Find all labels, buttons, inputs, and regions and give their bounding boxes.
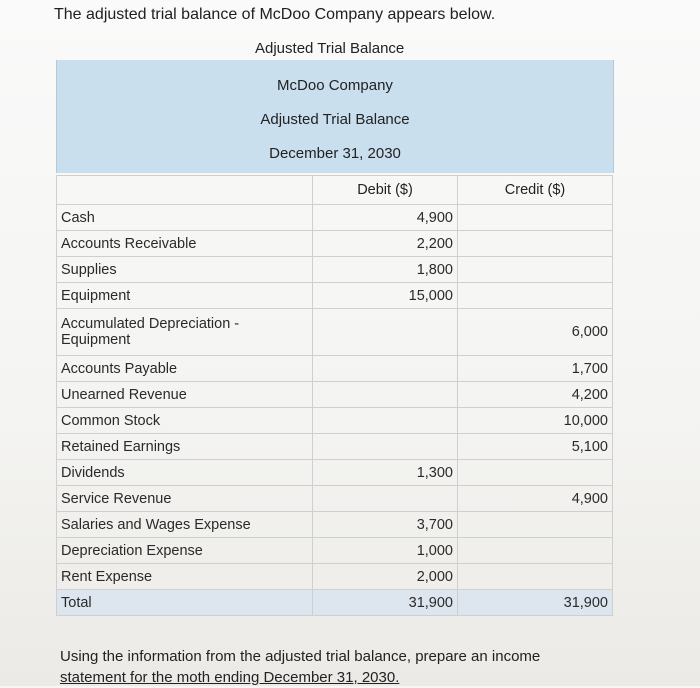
debit-amount: 2,000 xyxy=(313,564,458,590)
table-row xyxy=(57,309,613,356)
account-name: Equipment xyxy=(57,283,313,309)
account-name: Accumulated Depreciation - Equipment xyxy=(57,309,313,356)
total-credit: 31,900 xyxy=(458,590,613,616)
statement-title: Adjusted Trial Balance xyxy=(260,111,410,128)
table-row xyxy=(57,538,613,564)
statement-date: December 31, 2030 xyxy=(269,145,401,162)
table-row xyxy=(57,460,613,486)
account-name: Cash xyxy=(57,205,313,231)
company-name: McDoo Company xyxy=(277,77,393,94)
total-label: Total xyxy=(57,590,313,616)
table-header-row xyxy=(57,176,613,205)
account-name: Accounts Payable xyxy=(57,356,313,382)
account-name: Accounts Receivable xyxy=(57,231,313,257)
debit-amount xyxy=(313,434,458,460)
credit-amount xyxy=(458,538,613,564)
table-row xyxy=(57,205,613,231)
credit-amount xyxy=(458,231,613,257)
instruction-line-1: Using the information from the adjusted trial balance, prepare an income xyxy=(60,648,541,665)
credit-amount: 6,000 xyxy=(458,309,613,356)
table-row xyxy=(57,231,613,257)
credit-amount xyxy=(458,283,613,309)
table-row xyxy=(57,564,613,590)
debit-amount: 1,300 xyxy=(313,460,458,486)
debit-amount: 1,800 xyxy=(313,257,458,283)
credit-amount: 4,200 xyxy=(458,382,613,408)
debit-amount: 15,000 xyxy=(313,283,458,309)
debit-amount xyxy=(313,486,458,512)
instruction-line-2: statement for the moth ending December 31, 2030. xyxy=(60,669,400,686)
debit-amount: 3,700 xyxy=(313,512,458,538)
total-debit: 31,900 xyxy=(313,590,458,616)
debit-amount xyxy=(313,356,458,382)
table-row xyxy=(57,486,613,512)
account-name: Rent Expense xyxy=(57,564,313,590)
credit-amount xyxy=(458,512,613,538)
credit-amount: 5,100 xyxy=(458,434,613,460)
credit-column-header: Credit ($) xyxy=(458,176,613,205)
instruction-text xyxy=(60,646,660,688)
table-row xyxy=(57,512,613,538)
table-row xyxy=(57,408,613,434)
debit-column-header: Debit ($) xyxy=(313,176,458,205)
account-name: Unearned Revenue xyxy=(57,382,313,408)
table-row xyxy=(57,356,613,382)
credit-amount: 10,000 xyxy=(458,408,613,434)
account-name: Depreciation Expense xyxy=(57,538,313,564)
account-name: Common Stock xyxy=(57,408,313,434)
debit-amount xyxy=(313,309,458,356)
account-name: Service Revenue xyxy=(57,486,313,512)
account-name: Retained Earnings xyxy=(57,434,313,460)
credit-amount xyxy=(458,205,613,231)
table-row xyxy=(57,382,613,408)
credit-amount xyxy=(458,564,613,590)
credit-amount xyxy=(458,460,613,486)
trial-balance-table xyxy=(56,175,613,616)
debit-amount: 4,900 xyxy=(313,205,458,231)
credit-amount: 4,900 xyxy=(458,486,613,512)
table-caption: Adjusted Trial Balance xyxy=(255,40,405,57)
debit-amount: 1,000 xyxy=(313,538,458,564)
account-name: Salaries and Wages Expense xyxy=(57,512,313,538)
debit-amount xyxy=(313,382,458,408)
credit-amount xyxy=(458,257,613,283)
table-row xyxy=(57,434,613,460)
credit-amount: 1,700 xyxy=(458,356,613,382)
debit-amount xyxy=(313,408,458,434)
total-row xyxy=(57,590,613,616)
table-row xyxy=(57,283,613,309)
debit-amount: 2,200 xyxy=(313,231,458,257)
account-name: Supplies xyxy=(57,257,313,283)
statement-header xyxy=(56,60,614,173)
table-row xyxy=(57,257,613,283)
account-name: Dividends xyxy=(57,460,313,486)
account-column-header xyxy=(57,176,313,205)
intro-text: The adjusted trial balance of McDoo Company appears below. xyxy=(54,6,496,23)
